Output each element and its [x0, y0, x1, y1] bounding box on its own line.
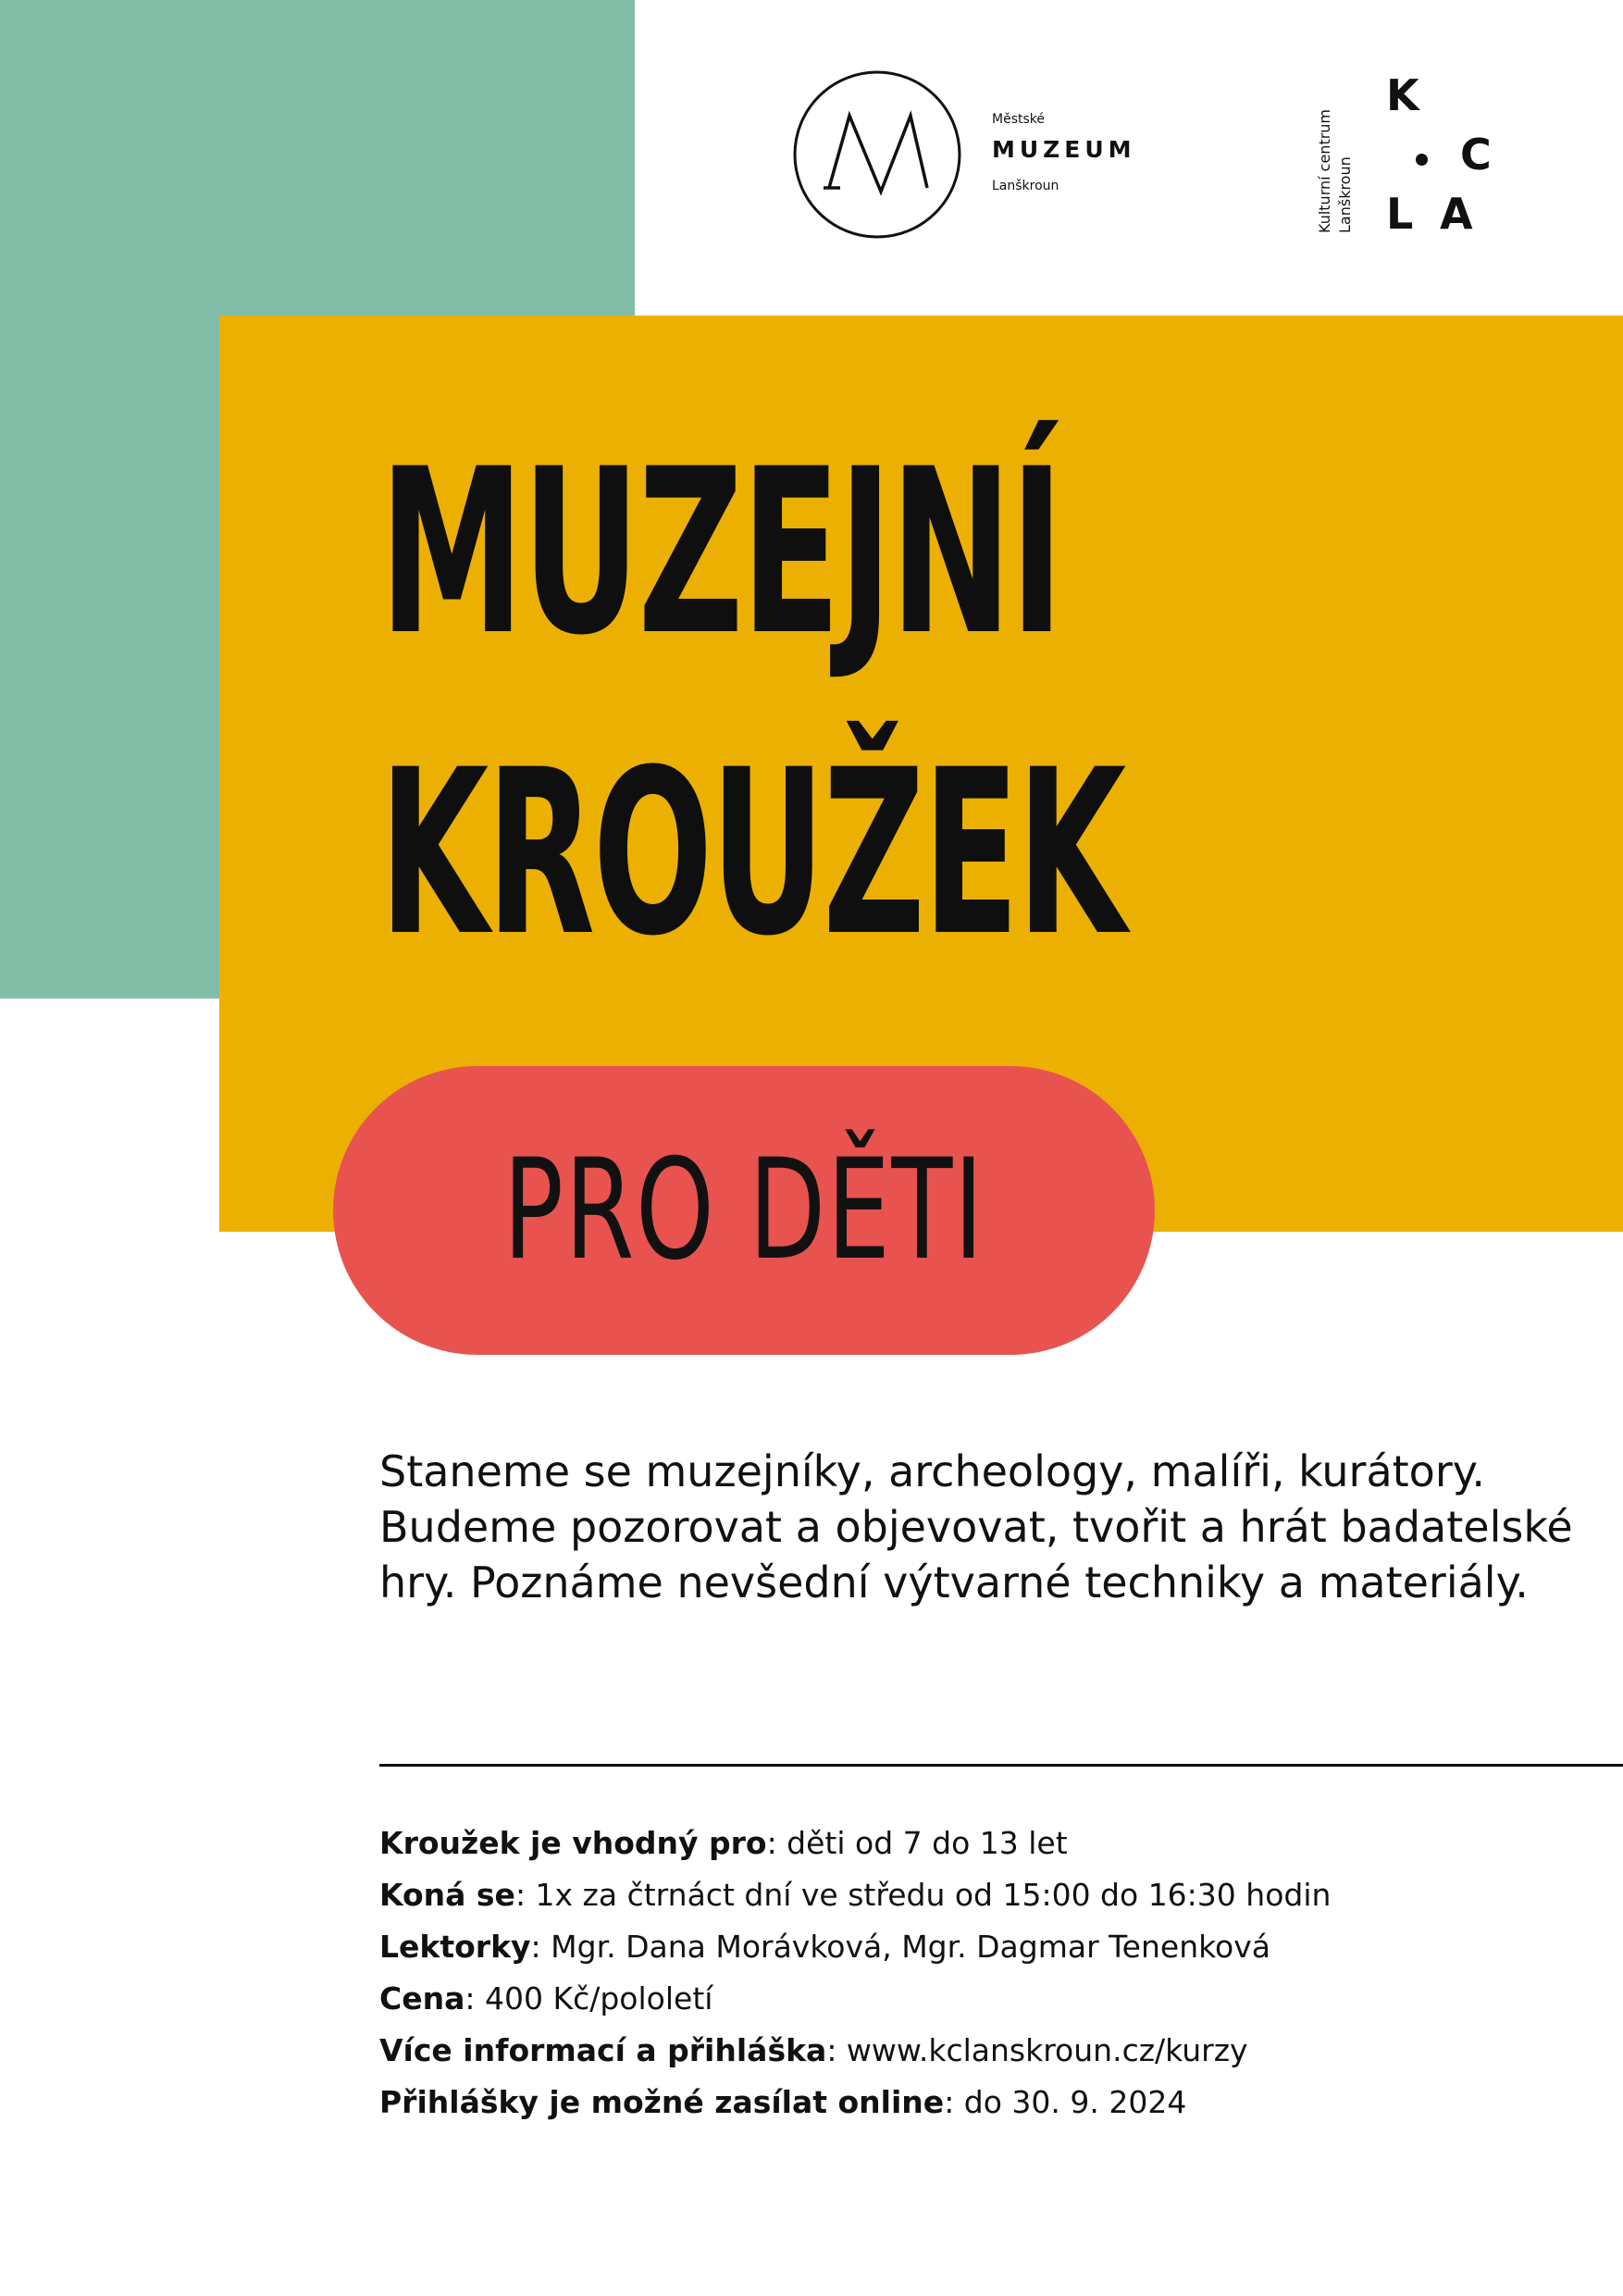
info-item-deadline	[379, 2077, 1610, 2128]
title-line-1: MUZEJNÍ	[379, 421, 1062, 686]
museum-logo-top-text: Městské	[992, 112, 1045, 127]
course-info-list	[379, 1818, 1610, 2128]
pro-deti-pill	[333, 1066, 1155, 1355]
kcla-logo	[1312, 65, 1516, 250]
info-label: Cena	[379, 1980, 465, 2017]
info-label: Přihlášky je možné zasílat online	[379, 2084, 945, 2120]
kcla-vertical-line-1: Kulturní centrum	[1316, 108, 1333, 233]
kcla-letter-l: L	[1386, 189, 1414, 239]
info-value: : děti od 7 do 13 let	[766, 1825, 1068, 1861]
info-value: : 400 Kč/pololetí	[465, 1980, 713, 2017]
course-description: Staneme se muzejníky, archeology, malíři, kurátory. Budeme pozorovat a objevovat, tvořit a hrát badatelské hry. Poznáme nevšední výtvarné techniky a materiály.	[379, 1446, 1573, 1607]
kcla-letter-a: A	[1440, 189, 1473, 239]
museum-logo-bottom-text: Lanškroun	[992, 179, 1059, 193]
info-item-price	[379, 1973, 1610, 2025]
kcla-letter-c: C	[1460, 130, 1492, 180]
museum-logo	[792, 69, 1162, 245]
info-label: Více informací a přihláška	[379, 2032, 827, 2068]
kcla-vertical-line-2: Lanškroun	[1336, 156, 1354, 233]
kcla-dot-icon	[1416, 154, 1428, 166]
divider-line	[379, 1764, 1623, 1767]
info-value: : Mgr. Dana Morávková, Mgr. Dagmar Tenenková	[530, 1929, 1270, 1965]
title-line-2: KROUŽEK	[379, 722, 1124, 987]
info-label: Lektorky	[379, 1929, 531, 1965]
info-value: : www.kclanskroun.cz/kurzy	[826, 2032, 1248, 2068]
museum-m-logo-icon	[792, 69, 962, 240]
info-item-more-info	[379, 2025, 1610, 2077]
info-item-schedule	[379, 1869, 1610, 1921]
pro-deti-text: PRO DĚTI	[502, 1130, 985, 1291]
info-label: Kroužek je vhodný pro	[379, 1825, 767, 1861]
kcla-vertical-text	[1312, 65, 1368, 241]
museum-logo-main-text: MUZEUM	[992, 136, 1136, 163]
info-item-lecturers	[379, 1921, 1610, 1973]
info-label: Koná se	[379, 1877, 515, 1913]
kcla-letter-k: K	[1386, 70, 1419, 120]
info-item-age	[379, 1818, 1610, 1869]
info-value: : 1x za čtrnáct dní ve středu od 15:00 do 16:30 hodin	[514, 1877, 1332, 1913]
info-value: : do 30. 9. 2024	[944, 2084, 1187, 2120]
